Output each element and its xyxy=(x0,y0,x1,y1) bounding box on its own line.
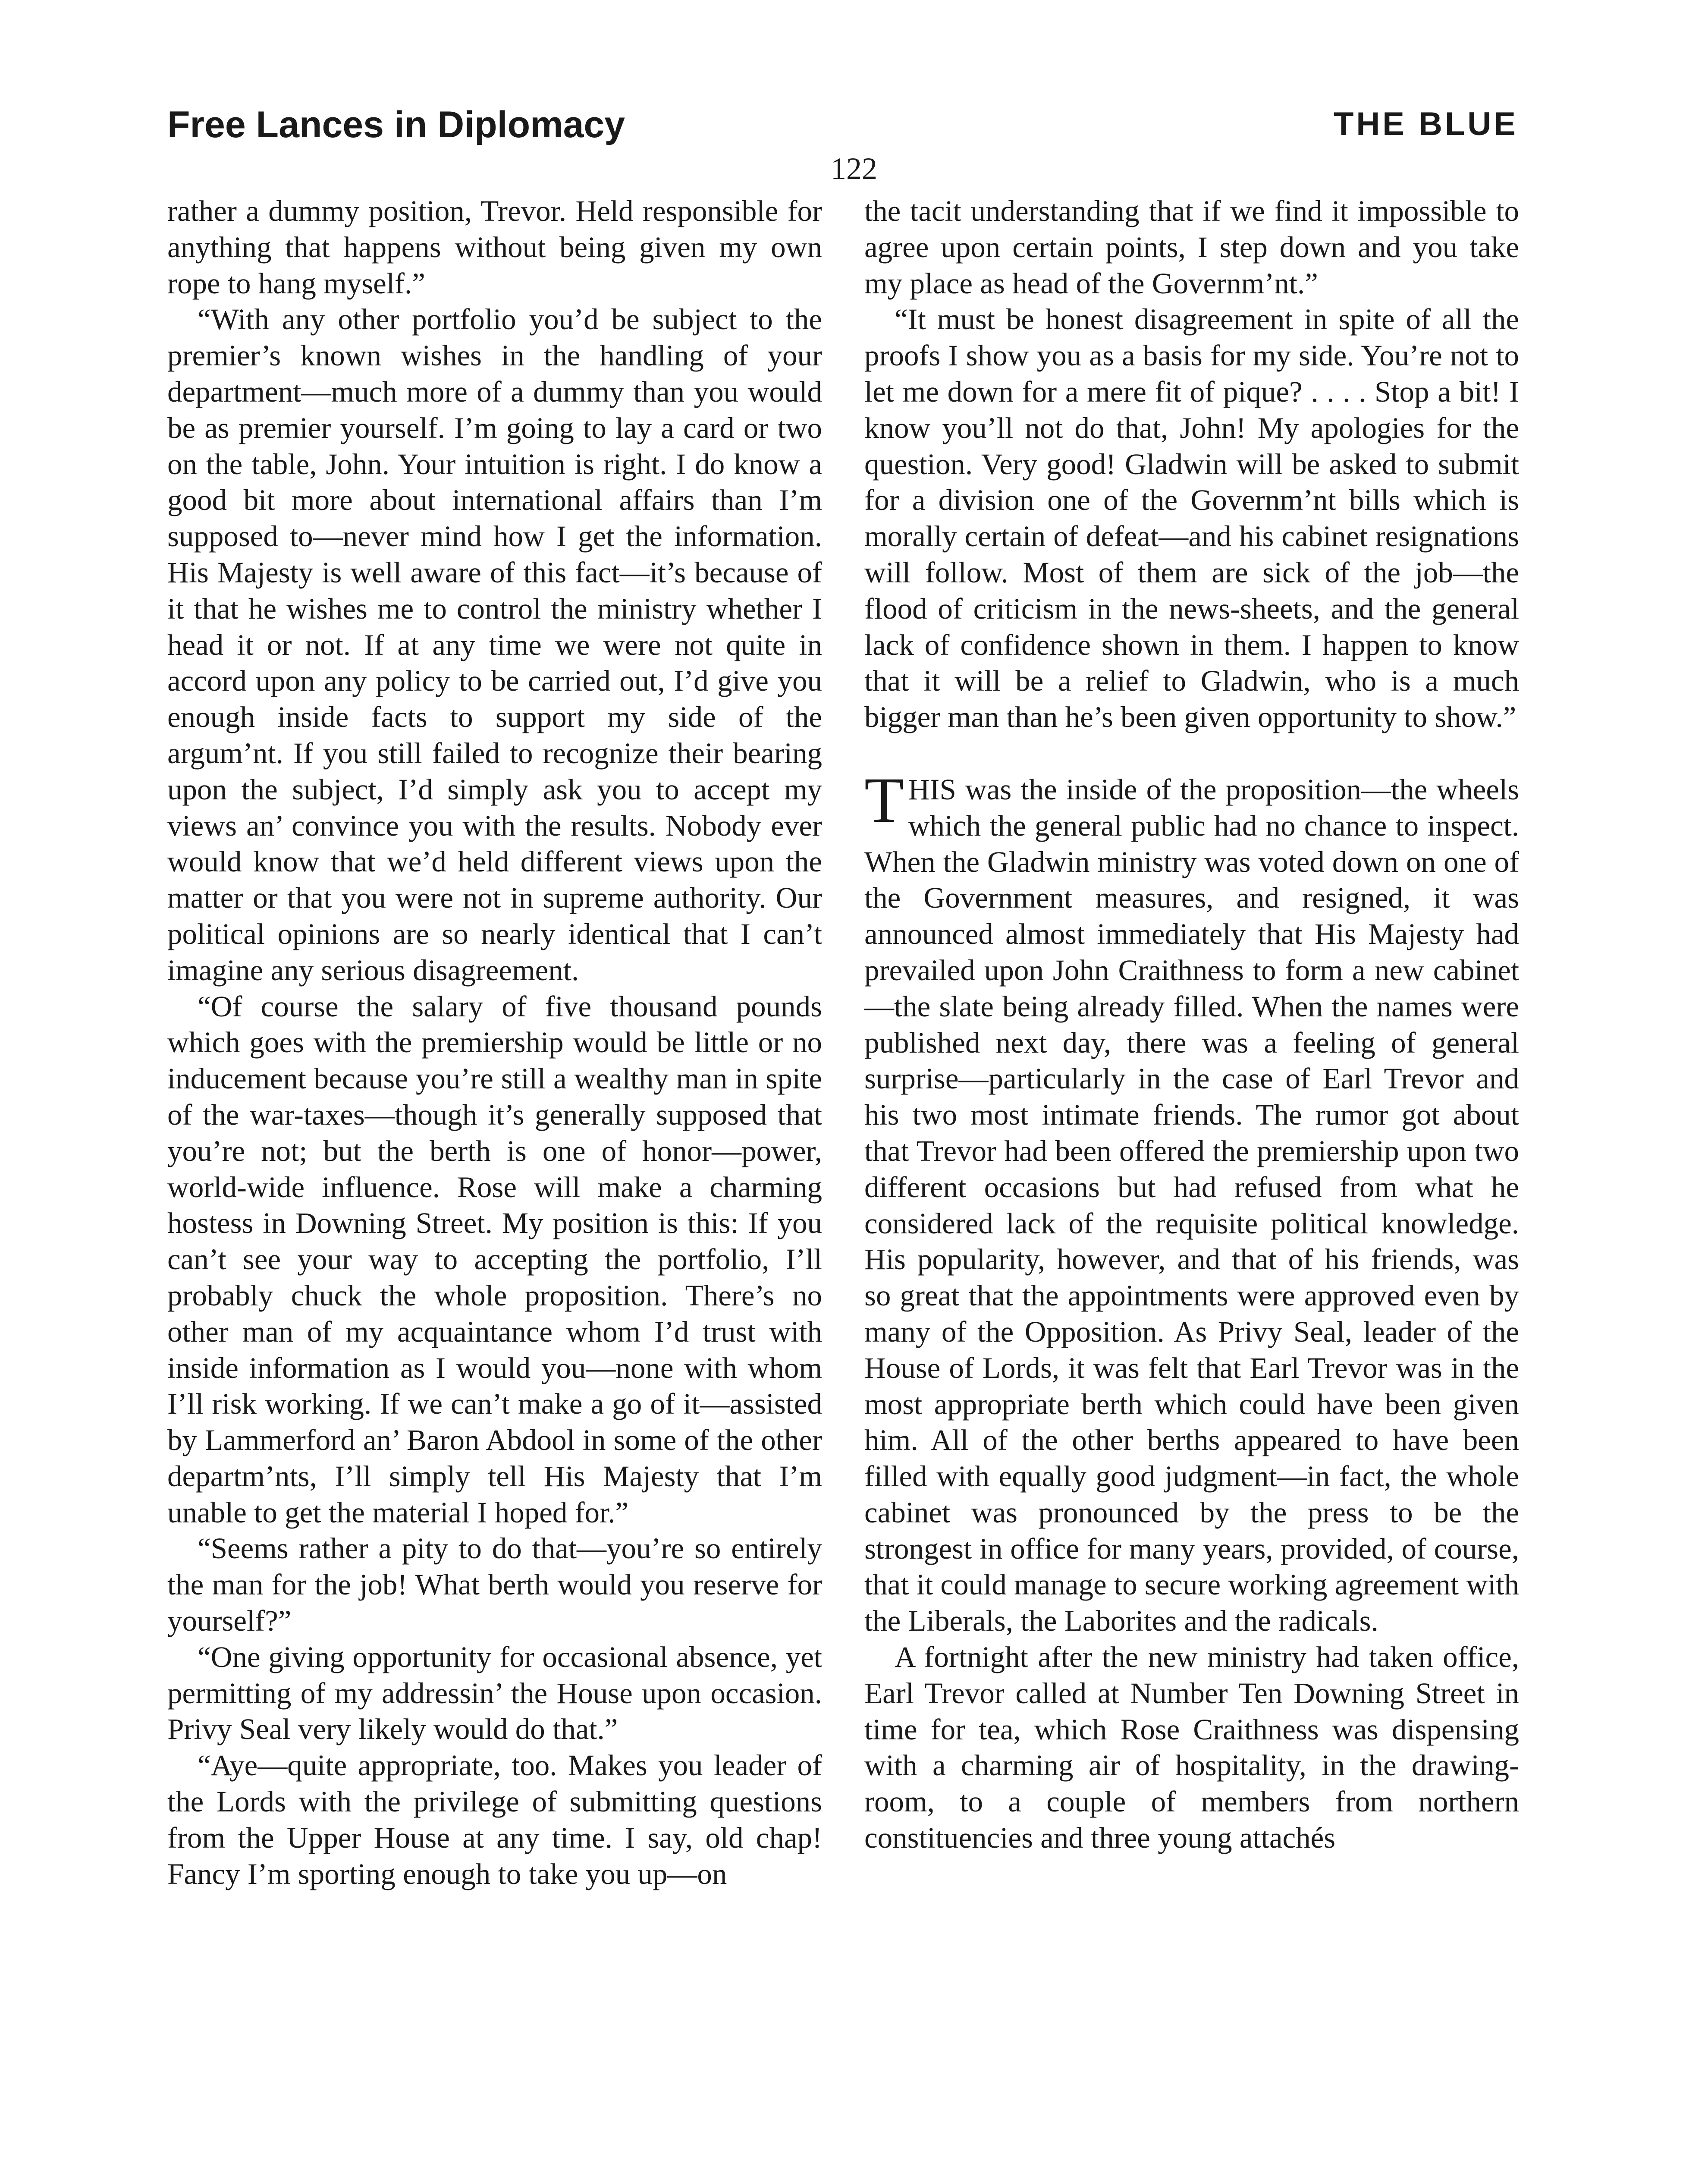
running-title: Free Lances in Diplomacy xyxy=(167,104,625,145)
paragraph: “Of course the salary of five thousand pounds which goes with the premiership would be little or no inducement because you’re still a wealthy man in spite of the war-taxes—though it’s generally supposed that you’re not; but the berth is one of honor—power, world-wide influence. Rose will make a charming hostess in Downing Street. My position is this: If you can’t see your way to accepting the portfolio, I’ll probably chuck the whole proposition. There’s no other man of my acquaintance whom I’d trust with inside information as I would you—none with whom I’ll risk working. If we can’t make a go of it—assisted by Lammerford an’ Baron Abdool in some of the other departm’nts, I’ll simply tell His Majesty that I’m unable to get the material I hoped for.” xyxy=(167,990,822,1529)
paragraph: “With any other portfolio you’d be subject to the premier’s known wishes in the handling of your department—much more of a dummy than you would be as premier yourself. I’m going to lay a card or two on the table, John. Your intuition is right. I do know a good bit more about international affairs than I’m supposed to—never mind how I get the information. His Majesty is well aware of this fact—it’s because of it that he wishes me to control the ministry whether I head it or not. If at any time we were not quite in accord upon any policy to be carried out, I’d give you enough inside facts to support my side of the argum’nt. If you still failed to recognize their bearing upon the subject, I’d simply ask you to accept my views an’ convince you with the results. Nobody ever would know that we’d held different views upon the matter or that you were not in supreme authority. Our political opinions are so nearly identical that I can’t imagine any serious disagreement. xyxy=(167,303,822,987)
paragraph: the tacit understanding that if we find it impossible to agree upon certain points, I step down and you take my place as head of the Governm’nt.” xyxy=(864,195,1519,300)
left-column xyxy=(167,193,822,1892)
paragraph: rather a dummy position, Trevor. Held responsible for anything that happens without being given my own rope to hang myself.” xyxy=(167,195,822,300)
paragraph: “Seems rather a pity to do that—you’re so entirely the man for the job! What berth would you reserve for yourself?” xyxy=(167,1532,822,1638)
section-opening-paragraph xyxy=(864,764,1519,1639)
drop-cap: T xyxy=(864,764,904,836)
page-number: 122 xyxy=(831,151,877,186)
magazine-name: THE BLUE xyxy=(1334,106,1518,142)
paragraph: A fortnight after the new ministry had taken office, Earl Trevor called at Number Ten Downing Street in time for tea, which Rose Craithness was dispensing with a charming air of hospitality, in the drawing-room, to a couple of members from northern constituencies and three young attachés xyxy=(864,1641,1519,1855)
paragraph: “One giving opportunity for occasional absence, yet permitting of my addressin’ the House upon occasion. Privy Seal very likely would do that.” xyxy=(167,1640,822,1746)
paragraph: “It must be honest disagreement in spite of all the proofs I show you as a basis for my side. You’re not to let me down for a mere fit of pique? . . . . Stop a bit! I know you’ll not do that, John! My apologies for the question. Very good! Gladwin will be asked to submit for a division one of the Governm’nt bills which is morally certain of defeat—and his cabinet resignations will follow. Most of them are sick of the job—the flood of criticism in the news-sheets, and the general lack of confidence shown in them. I happen to know that it will be a relief to Gladwin, who is a much bigger man than he’s been given opportunity to show.” xyxy=(864,303,1519,734)
right-column xyxy=(864,193,1519,1856)
section-opening-text: HIS was the inside of the proposition—the wheels which the general public had no chance to inspect. When the Gladwin ministry was voted down on one of the Government measures, and resigned, it was announced almost immediately that His Majesty had prevailed upon John Craithness to form a new cabinet—the slate being already filled. When the names were published next day, there was a feeling of general surprise—particularly in the case of Earl Trevor and his two most intimate friends. The rumor got about that Trevor had been offered the premiership upon two different occasions but had refused from what he considered lack of the requisite political knowledge. His popularity, however, and that of his friends, was so great that the appointments were approved even by many of the Opposition. As Privy Seal, leader of the House of Lords, it was felt that Earl Trevor was in the most appropriate berth which could have been given him. All of the other berths appeared to have been filled with equally good judgment—in fact, the whole cabinet was pronounced by the press to be the strongest in office for many years, provided, of course, that it could manage to secure working agreement with the Liberals, the Laborites and the radicals. xyxy=(864,773,1519,1638)
paragraph: “Aye—quite appropriate, too. Makes you leader of the Lords with the privilege of submitting questions from the Upper House at any time. I say, old chap! Fancy I’m sporting enough to take you up—on xyxy=(167,1749,822,1890)
